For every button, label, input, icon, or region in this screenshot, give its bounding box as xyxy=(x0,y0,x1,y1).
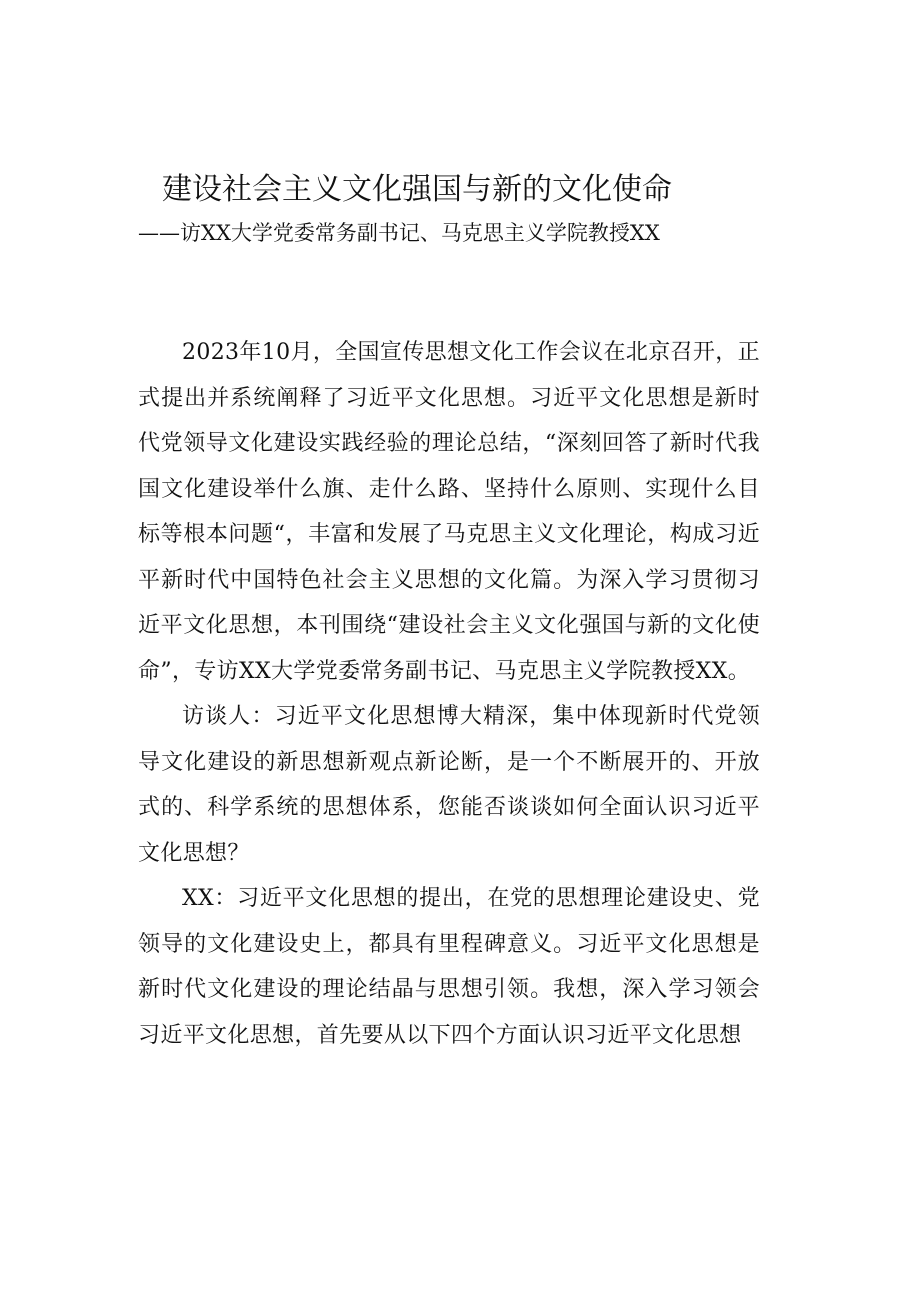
paragraph-question: 访谈人：习近平文化思想博大精深，集中体现新时代党领导文化建设的新思想新观点新论断，是一个不断展开的、开放式的、科学系统的思想体系，您能否谈谈如何全面认识习近平文化思想？ xyxy=(138,704,760,866)
paragraph-intro: 2023年10月，全国宣传思想文化工作会议在北京召开，正式提出并系统阐释了习近平文化思想。习近平文化思想是新时代党领导文化建设实践经验的理论总结，“深刻回答了新时代我国文化建设举什么旗、走什么路、坚持什么原则、实现什么目标等根本问题“，丰富和发展了马克思主义文化理论，构成习近平新时代中国特色社会主义思想的文化篇。为深入学习贯彻习近平文化思想，本刊围绕“建设社会主义文化强国与新的文化使命”，专访XX大学党委常务副书记、马克思主义学院教授XX。 xyxy=(138,340,760,684)
paragraph-answer: XX：习近平文化思想的提出，在党的思想理论建设史、党领导的文化建设史上，都具有里程碑意义。习近平文化思想是新时代文化建设的理论结晶与思想引领。我想，深入学习领会习近平文化思想，首先要从以下四个方面认识习近平文化思想 xyxy=(138,886,760,1048)
article-title: 建设社会主义文化强国与新的文化使命 xyxy=(162,172,672,207)
article-body xyxy=(138,330,760,1058)
article-subtitle: ——访XX大学党委常务副书记、马克思主义学院教授XX xyxy=(138,221,660,245)
